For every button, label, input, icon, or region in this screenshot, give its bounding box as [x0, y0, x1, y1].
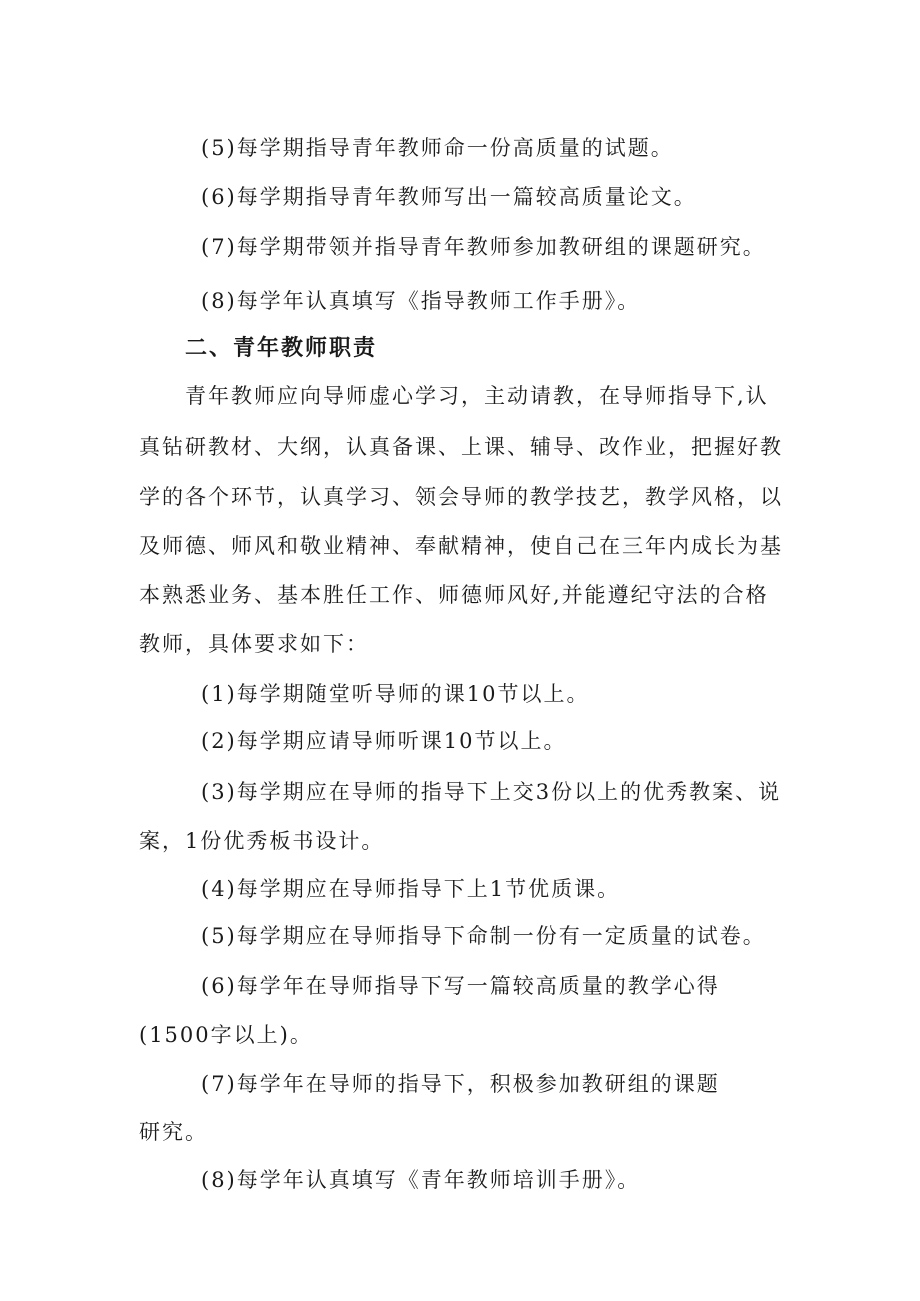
intro-line: 及师德、师风和敬业精神、奉献精神，使自己在三年内成长为基 [139, 534, 783, 558]
requirement-item-6: (6)每学年在导师指导下写一篇较高质量的教学心得 [201, 974, 720, 998]
intro-line: 青年教师应向导师虚心学习，主动请教，在导师指导下,认 [185, 384, 769, 408]
requirement-item-3: (3)每学期应在导师的指导下上交3份以上的优秀教案、说 [201, 780, 782, 804]
duty-item-6: (6)每学期指导青年教师写出一篇较高质量论文。 [201, 185, 697, 209]
intro-line: 教师，具体要求如下： [139, 632, 369, 656]
requirement-item-4: (4)每学期应在导师指导下上1节优质课。 [201, 877, 621, 901]
requirement-item-1: (1)每学期随堂听导师的课10节以上。 [201, 682, 590, 706]
requirement-item-3-cont: 案，1份优秀板书设计。 [139, 829, 385, 853]
section-heading: 二、青年教师职责 [185, 336, 378, 361]
requirement-item-7: (7)每学年在导师的指导下，积极参加教研组的课题 [201, 1072, 720, 1096]
requirement-item-5: (5)每学期应在导师指导下命制一份有一定质量的试卷。 [201, 924, 766, 948]
requirement-item-7-cont: 研究。 [139, 1120, 208, 1144]
duty-item-8: (8)每学年认真填写《指导教师工作手册》。 [201, 289, 641, 313]
intro-line: 真钻研教材、大纲，认真备课、上课、辅导、改作业，把握好教 [139, 435, 783, 459]
requirement-item-2: (2)每学期应请导师听课10节以上。 [201, 729, 567, 753]
requirement-item-6-cont: (1500字以上)。 [139, 1023, 313, 1047]
duty-item-7: (7)每学期带领并指导青年教师参加教研组的课题研究。 [201, 235, 766, 259]
intro-line: 学的各个环节，认真学习、领会导师的教学技艺，教学风格，以 [139, 485, 783, 509]
requirement-item-8: (8)每学年认真填写《青年教师培训手册》。 [201, 1168, 641, 1192]
duty-item-5: (5)每学期指导青年教师命一份高质量的试题。 [201, 136, 674, 160]
intro-line: 本熟悉业务、基本胜任工作、师德师风好,并能遵纪守法的合格 [139, 583, 769, 607]
